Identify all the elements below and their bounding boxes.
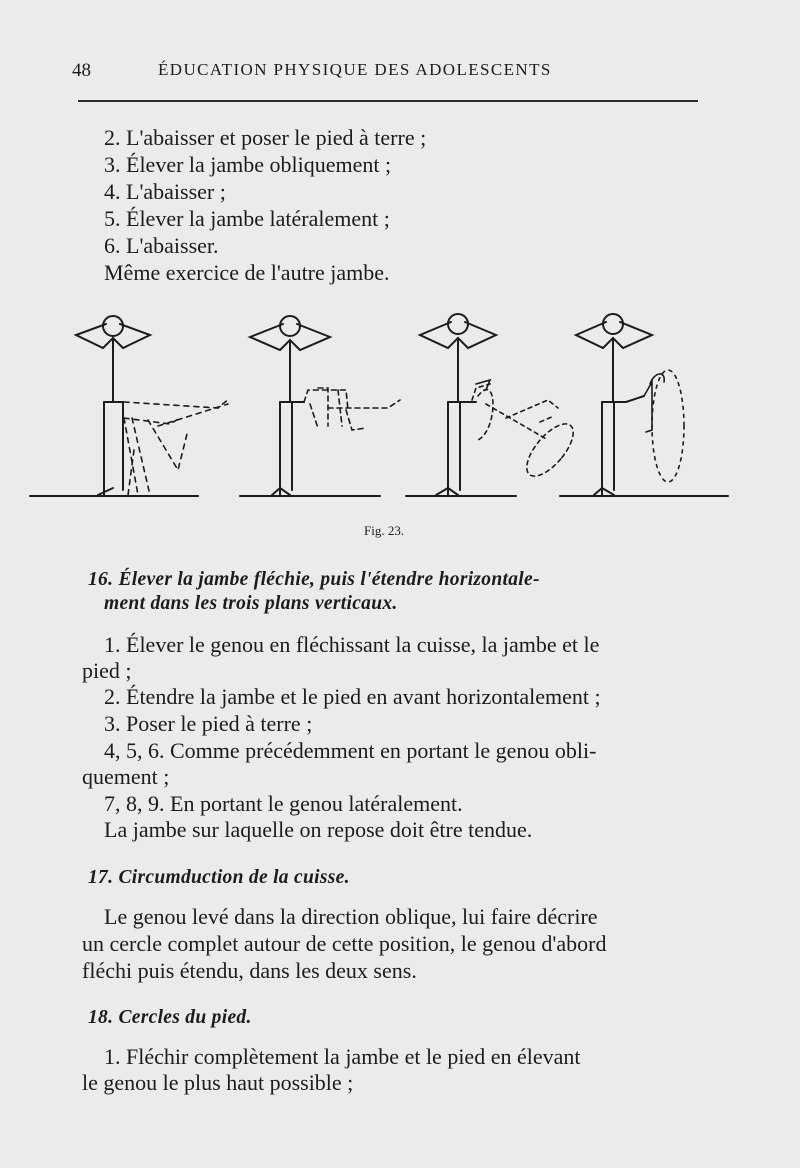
- body-line: pied ;: [82, 658, 132, 683]
- body-line: 1. Élever le genou en fléchissant la cuisse, la jambe et le: [104, 632, 600, 657]
- section-title-line: Élever la jambe fléchie, puis l'étendre horizontale-: [118, 569, 540, 590]
- step-line: 5. Élever la jambe latéralement ;: [104, 206, 390, 231]
- step-line: 6. L'abaisser.: [104, 233, 219, 258]
- body-line: 7, 8, 9. En portant le genou latéralement.: [104, 791, 463, 816]
- section-number: 16.: [88, 569, 114, 590]
- section-heading-18: [88, 1006, 252, 1030]
- section-heading-17: [88, 866, 350, 890]
- body-line: Le genou levé dans la direction oblique, lui faire décrire: [104, 904, 598, 929]
- body-line: fléchi puis étendu, dans les deux sens.: [82, 958, 417, 983]
- section-title: Circumduction de la cuisse.: [118, 867, 350, 888]
- step-line: 4. L'abaisser ;: [104, 179, 226, 204]
- step-line: 2. L'abaisser et poser le pied à terre ;: [104, 125, 427, 150]
- body-line: 2. Étendre la jambe et le pied en avant horizontalement ;: [104, 684, 601, 709]
- step-line: 3. Élever la jambe obliquement ;: [104, 152, 392, 177]
- section-heading-16: [88, 568, 540, 592]
- header-rule: [78, 100, 698, 102]
- stick-figure-4: [576, 314, 684, 495]
- stick-figure-3: [420, 314, 581, 495]
- section-number: 17.: [88, 867, 114, 888]
- body-line: un cercle complet autour de cette position, le genou d'abord: [82, 931, 607, 956]
- section-title-line: ment dans les trois plans verticaux.: [104, 593, 398, 614]
- body-line: La jambe sur laquelle on repose doit être tendue.: [104, 817, 533, 842]
- figure-caption: Fig. 23.: [364, 523, 405, 538]
- body-line: 3. Poser le pied à terre ;: [104, 711, 313, 736]
- running-title: ÉDUCATION PHYSIQUE DES ADOLESCENTS: [158, 60, 552, 79]
- section-number: 18.: [88, 1007, 114, 1028]
- exercise-figure: [28, 300, 733, 510]
- body-line: quement ;: [82, 764, 170, 789]
- stick-figure-2: [250, 316, 400, 495]
- body-line: 4, 5, 6. Comme précédemment en portant le genou obli-: [104, 738, 597, 763]
- page-header: [72, 58, 702, 88]
- page-number: 48: [72, 60, 91, 81]
- section-title: Cercles du pied.: [118, 1007, 252, 1028]
- body-line: 1. Fléchir complètement la jambe et le pied en élevant: [104, 1044, 581, 1069]
- body-line: le genou le plus haut possible ;: [82, 1070, 354, 1095]
- stick-figure-1: [76, 316, 230, 495]
- step-line: Même exercice de l'autre jambe.: [104, 260, 390, 285]
